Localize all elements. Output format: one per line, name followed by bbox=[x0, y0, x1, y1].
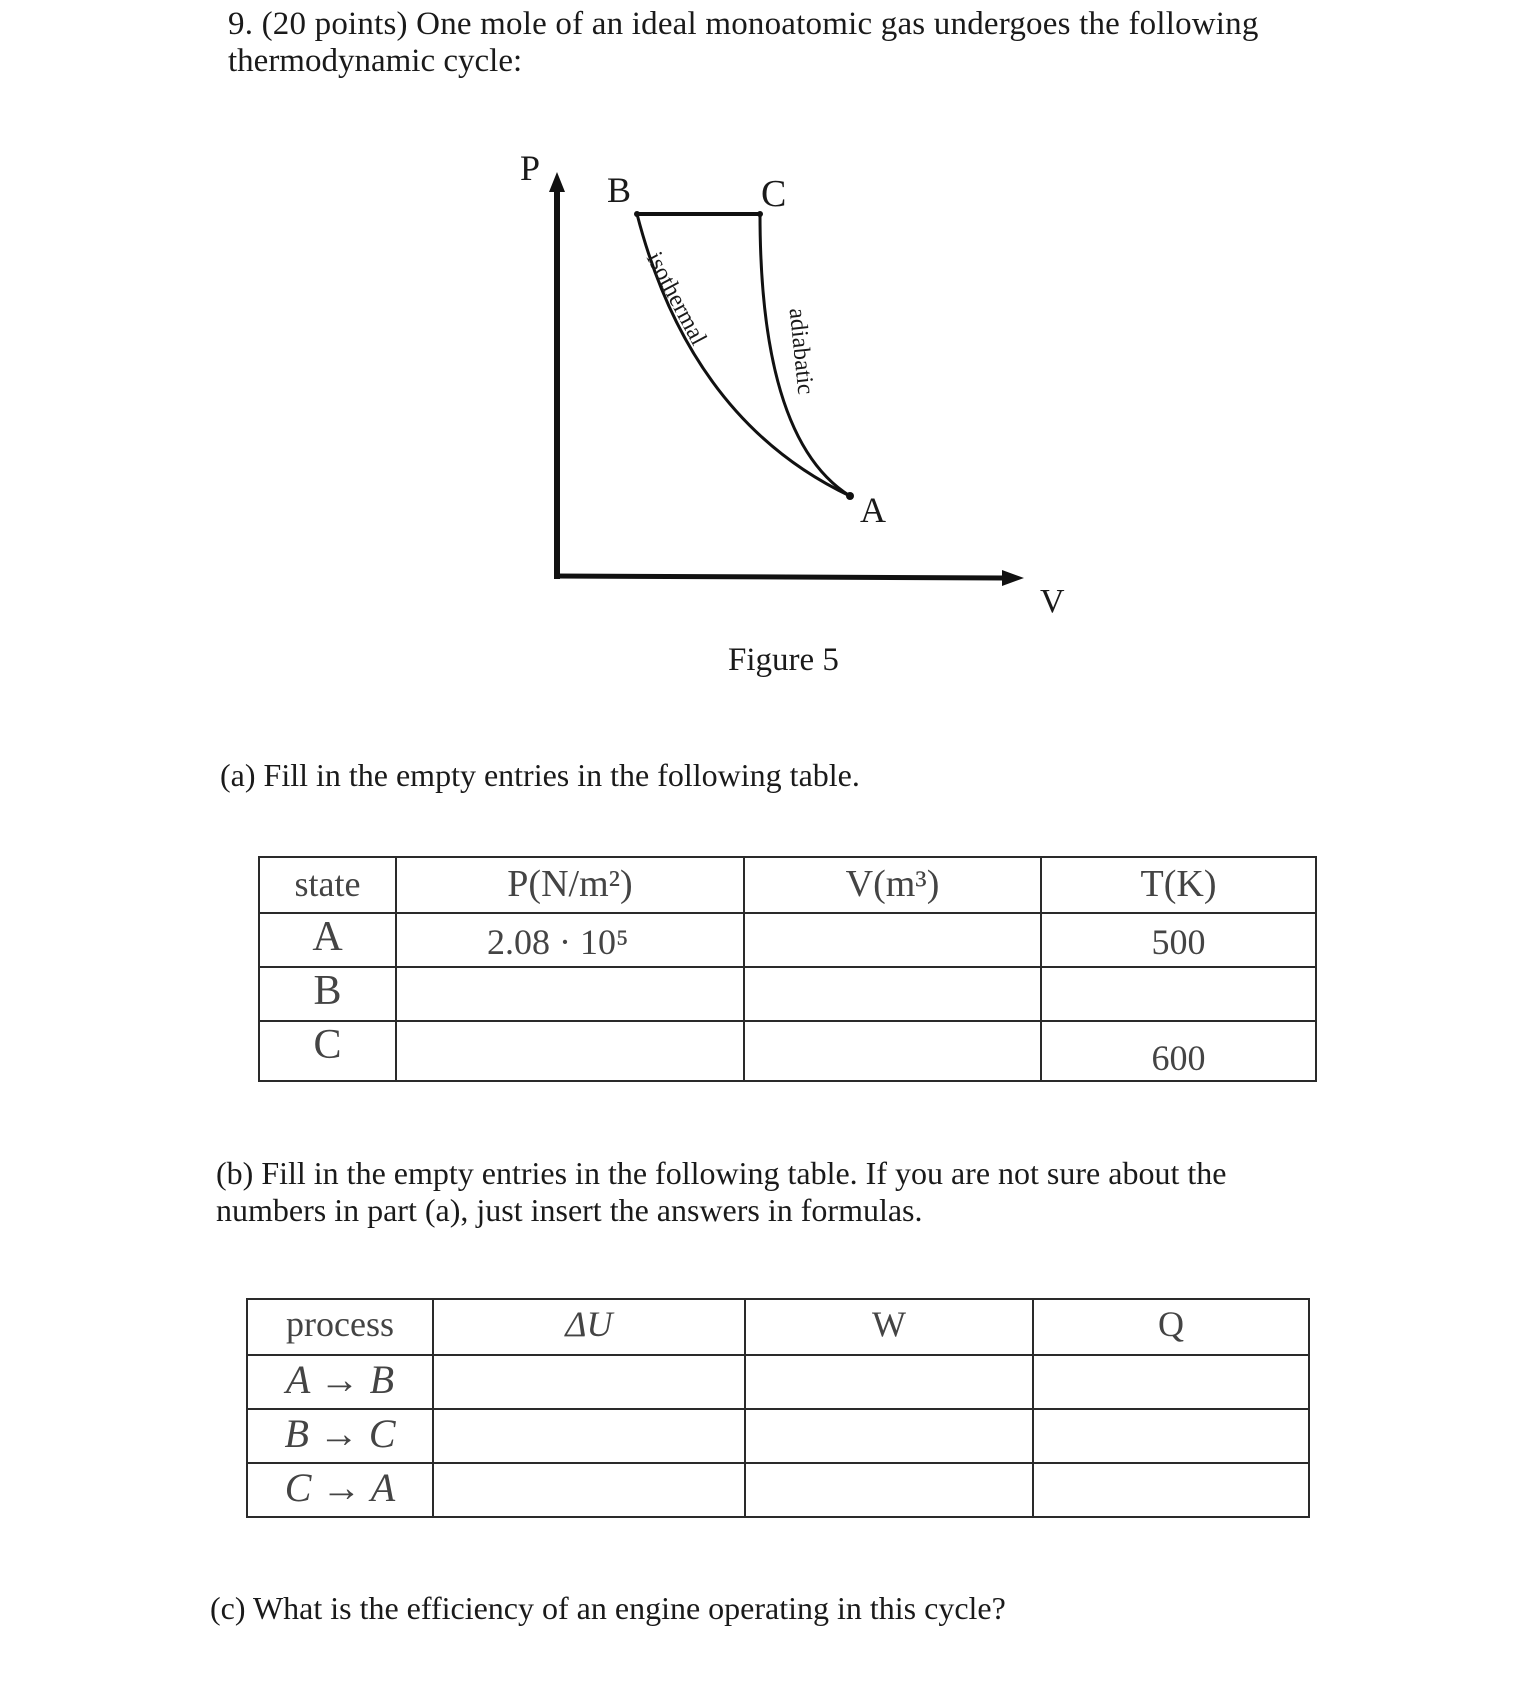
part-b-prompt bbox=[216, 1155, 1346, 1229]
pressure-cell[interactable] bbox=[396, 967, 744, 1021]
process-label: B → C bbox=[284, 1411, 396, 1456]
volume-cell[interactable] bbox=[744, 913, 1041, 967]
table-row bbox=[259, 967, 1316, 1021]
work-cell[interactable] bbox=[745, 1463, 1033, 1517]
delta-u-cell[interactable] bbox=[433, 1463, 745, 1517]
heat-cell[interactable] bbox=[1033, 1355, 1309, 1409]
temperature-cell: 500 bbox=[1151, 922, 1206, 962]
table-row bbox=[247, 1463, 1309, 1517]
header-pressure: P(N/m²) bbox=[507, 863, 633, 905]
work-cell[interactable] bbox=[745, 1355, 1033, 1409]
state-label: B bbox=[313, 968, 342, 1014]
table-row bbox=[247, 1409, 1309, 1463]
header-volume: V(m³) bbox=[845, 863, 940, 905]
temperature-cell: 600 bbox=[1151, 1038, 1206, 1078]
isothermal-label: isothermal bbox=[640, 247, 712, 350]
point-b-label: B bbox=[607, 170, 632, 210]
point-a-label: A bbox=[860, 490, 886, 530]
header-process: process bbox=[286, 1304, 394, 1344]
volume-cell[interactable] bbox=[744, 1021, 1041, 1081]
adiabatic-label: adiabatic bbox=[783, 306, 819, 396]
part-a-prompt: (a) Fill in the empty entries in the following table. bbox=[220, 757, 860, 793]
table-row bbox=[259, 1021, 1316, 1081]
header-delta-u: ΔU bbox=[565, 1304, 613, 1344]
volume-cell[interactable] bbox=[744, 967, 1041, 1021]
process-table bbox=[246, 1298, 1310, 1518]
part-b-line-2: numbers in part (a), just insert the answers in formulas. bbox=[216, 1192, 923, 1228]
process-table-header bbox=[247, 1299, 1309, 1355]
x-axis-arrow bbox=[1002, 570, 1024, 586]
question-line-2: thermodynamic cycle: bbox=[228, 43, 523, 79]
pv-diagram bbox=[0, 0, 1522, 700]
process-label: C → A bbox=[284, 1465, 396, 1510]
y-axis-arrow bbox=[549, 172, 565, 192]
state-label: A bbox=[312, 914, 343, 960]
table-row bbox=[247, 1355, 1309, 1409]
header-temperature: T(K) bbox=[1140, 863, 1217, 905]
work-cell[interactable] bbox=[745, 1409, 1033, 1463]
delta-u-cell[interactable] bbox=[433, 1355, 745, 1409]
heat-cell[interactable] bbox=[1033, 1463, 1309, 1517]
process-label: A → B bbox=[285, 1357, 395, 1402]
point-b-marker bbox=[634, 211, 640, 217]
header-heat: Q bbox=[1158, 1304, 1184, 1344]
temperature-cell[interactable] bbox=[1041, 967, 1316, 1021]
x-axis-label: V bbox=[1040, 583, 1065, 620]
question-line-1: 9. (20 points) One mole of an ideal monoatomic gas undergoes the following bbox=[228, 6, 1259, 42]
figure-caption: Figure 5 bbox=[728, 642, 839, 678]
state-table bbox=[258, 856, 1317, 1082]
point-c-label: C bbox=[761, 173, 787, 215]
point-a-marker bbox=[846, 492, 854, 500]
y-axis-label: P bbox=[520, 148, 541, 188]
state-label: C bbox=[313, 1022, 342, 1068]
heat-cell[interactable] bbox=[1033, 1409, 1309, 1463]
table-row bbox=[259, 913, 1316, 967]
pressure-cell: 2.08 · 10⁵ bbox=[487, 922, 629, 962]
x-axis bbox=[554, 576, 1005, 578]
pressure-cell[interactable] bbox=[396, 1021, 744, 1081]
part-b-line-1: (b) Fill in the empty entries in the following table. If you are not sure about the bbox=[216, 1155, 1227, 1191]
part-c-prompt: (c) What is the efficiency of an engine operating in this cycle? bbox=[210, 1590, 1006, 1626]
header-work: W bbox=[872, 1304, 906, 1344]
delta-u-cell[interactable] bbox=[433, 1409, 745, 1463]
state-table-header bbox=[259, 857, 1316, 913]
header-state: state bbox=[294, 864, 361, 904]
